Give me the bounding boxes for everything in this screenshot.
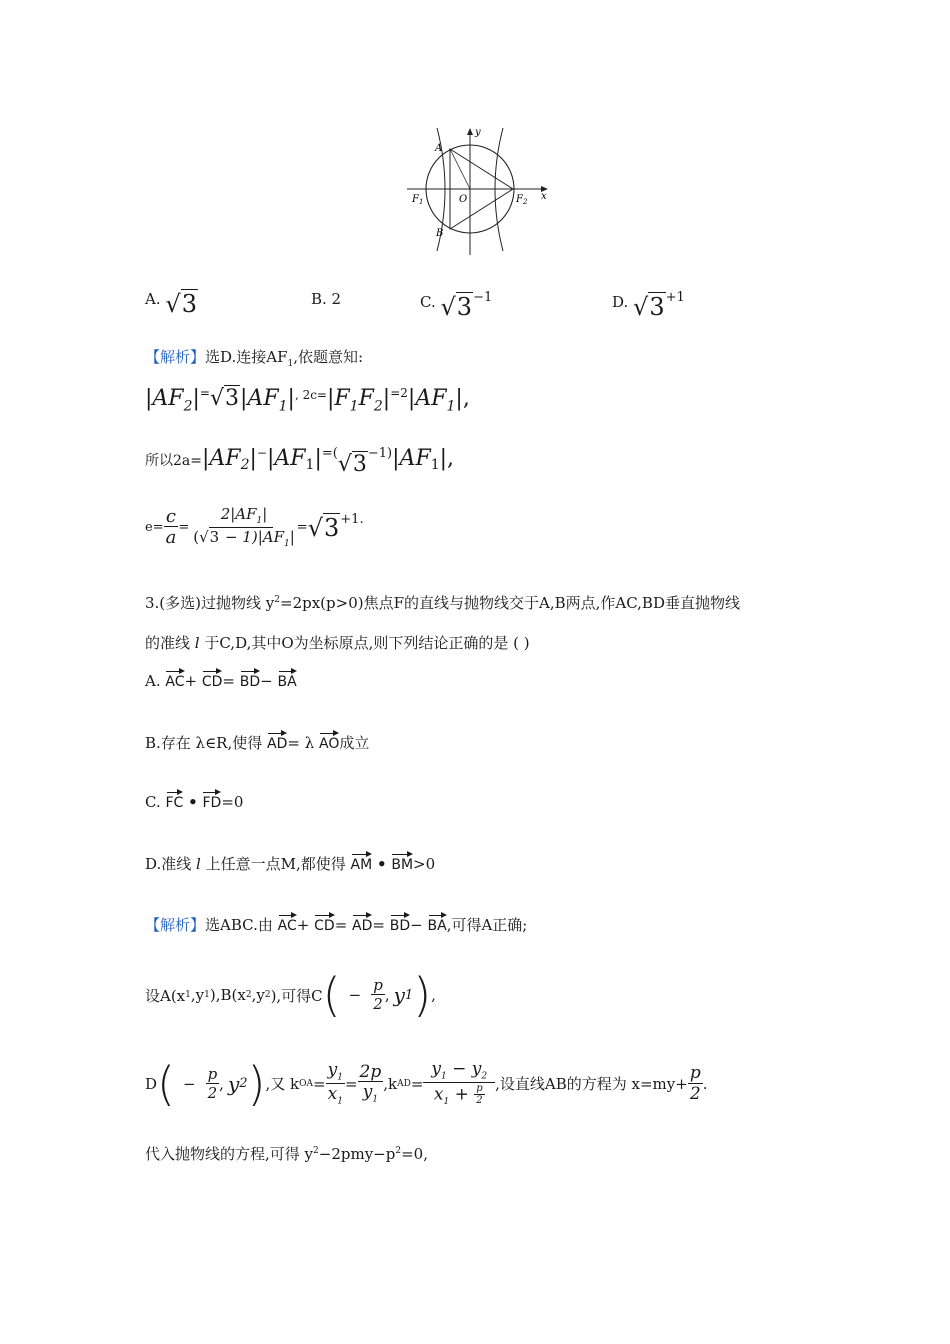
hyperbola-figure — [405, 125, 555, 260]
option-c-tail: −1 — [473, 290, 493, 305]
option-c-value: √3 — [440, 293, 473, 321]
q3-analysis-tag: 【解析】 — [145, 916, 206, 934]
q3-option-d: D.准线 l 上任意一点M,都使得 AM • BM>0 — [145, 855, 436, 873]
label-F1: $F_1$ — [412, 194, 424, 206]
analysis-text: 选D.连接AF — [205, 348, 288, 366]
analysis-sub: 1 — [287, 359, 294, 369]
q3-line-set: 设A(x 1 ,y 1 ),B(x 2 ,y 2 ),可得C ( − $\frac{p}{2}$ , y 1 ) , — [145, 968, 436, 1022]
q3-option-c: C. FC • FD=0 — [145, 793, 244, 811]
analysis-tail: ,依题意知: — [293, 348, 364, 366]
label-O: O — [459, 194, 468, 205]
label-A: A — [435, 143, 443, 154]
y-axis-arrow — [467, 128, 473, 135]
option-b-label: B. 2 — [311, 290, 342, 308]
option-b — [311, 290, 341, 308]
label-B: B — [436, 228, 444, 239]
label-F2: $F_2$ — [516, 194, 528, 206]
label-y: y — [475, 127, 481, 138]
option-a-label: A. — [145, 290, 161, 308]
q2-formula-line3: e= $\frac{c}{a}$ = $\frac{2|AF_1|}{(√3 - 1)|AF_1|}$ = √3 +1. — [145, 505, 364, 549]
option-d-label: D. — [612, 293, 629, 311]
option-d — [612, 290, 685, 321]
option-d-value: √3 — [633, 293, 665, 321]
label-x: x — [541, 191, 547, 202]
analysis-tag: 【解析】 — [145, 348, 206, 366]
q2-formula-line2: 所以$2a=|AF_2|^-|AF_1|=(√3-1)|AF_1|$, — [145, 446, 455, 477]
option-c — [420, 290, 492, 321]
q3-line-d: D ( − $\frac{p}{2}$ , y 2 ) ,又 k OA = $\frac{y_1}{x_1}$ = $\frac{2p}{y_1}$ ,k AD = $y_1 - y_2$ $x_1$ + $\frac{p}{2}$ ,设直线AB的方程为 x=my+ $\frac{p}{2}$ . — [145, 1056, 708, 1111]
q3-last-line: 代入抛物线的方程,可得 $y^2-2pmy-p^2=0$, — [145, 1145, 428, 1163]
q3-analysis-intro: 【解析】选ABC.由 AC+ CD= AD= BD− BA,可得A正确; — [145, 916, 528, 934]
q3-stem-line2: 的准线 l 于C,D,其中O为坐标原点,则下列结论正确的是 ( ) — [145, 634, 530, 652]
q2-analysis-intro — [145, 346, 363, 369]
q3-option-a: A. AC+ CD= BD− BA — [145, 672, 297, 690]
option-a — [145, 290, 198, 318]
q2-formula-line1: $|AF_2|^=√3|AF_1|^{, 2c=}|F_1F_2|^{=2}|AF_1|$, — [145, 386, 470, 415]
option-c-label: C. — [420, 293, 436, 311]
q3-option-b: B.存在 λ∈R,使得 AD= λ AO成立 — [145, 734, 370, 752]
q3-stem-line1: 3.(多选)过抛物线 $y^2=2px(p>0)$焦点F的直线与抛物线交于A,B两点,作AC,BD垂直抛物线 — [145, 594, 740, 612]
option-d-tail: +1 — [665, 290, 685, 305]
option-a-value: √3 — [165, 290, 197, 318]
